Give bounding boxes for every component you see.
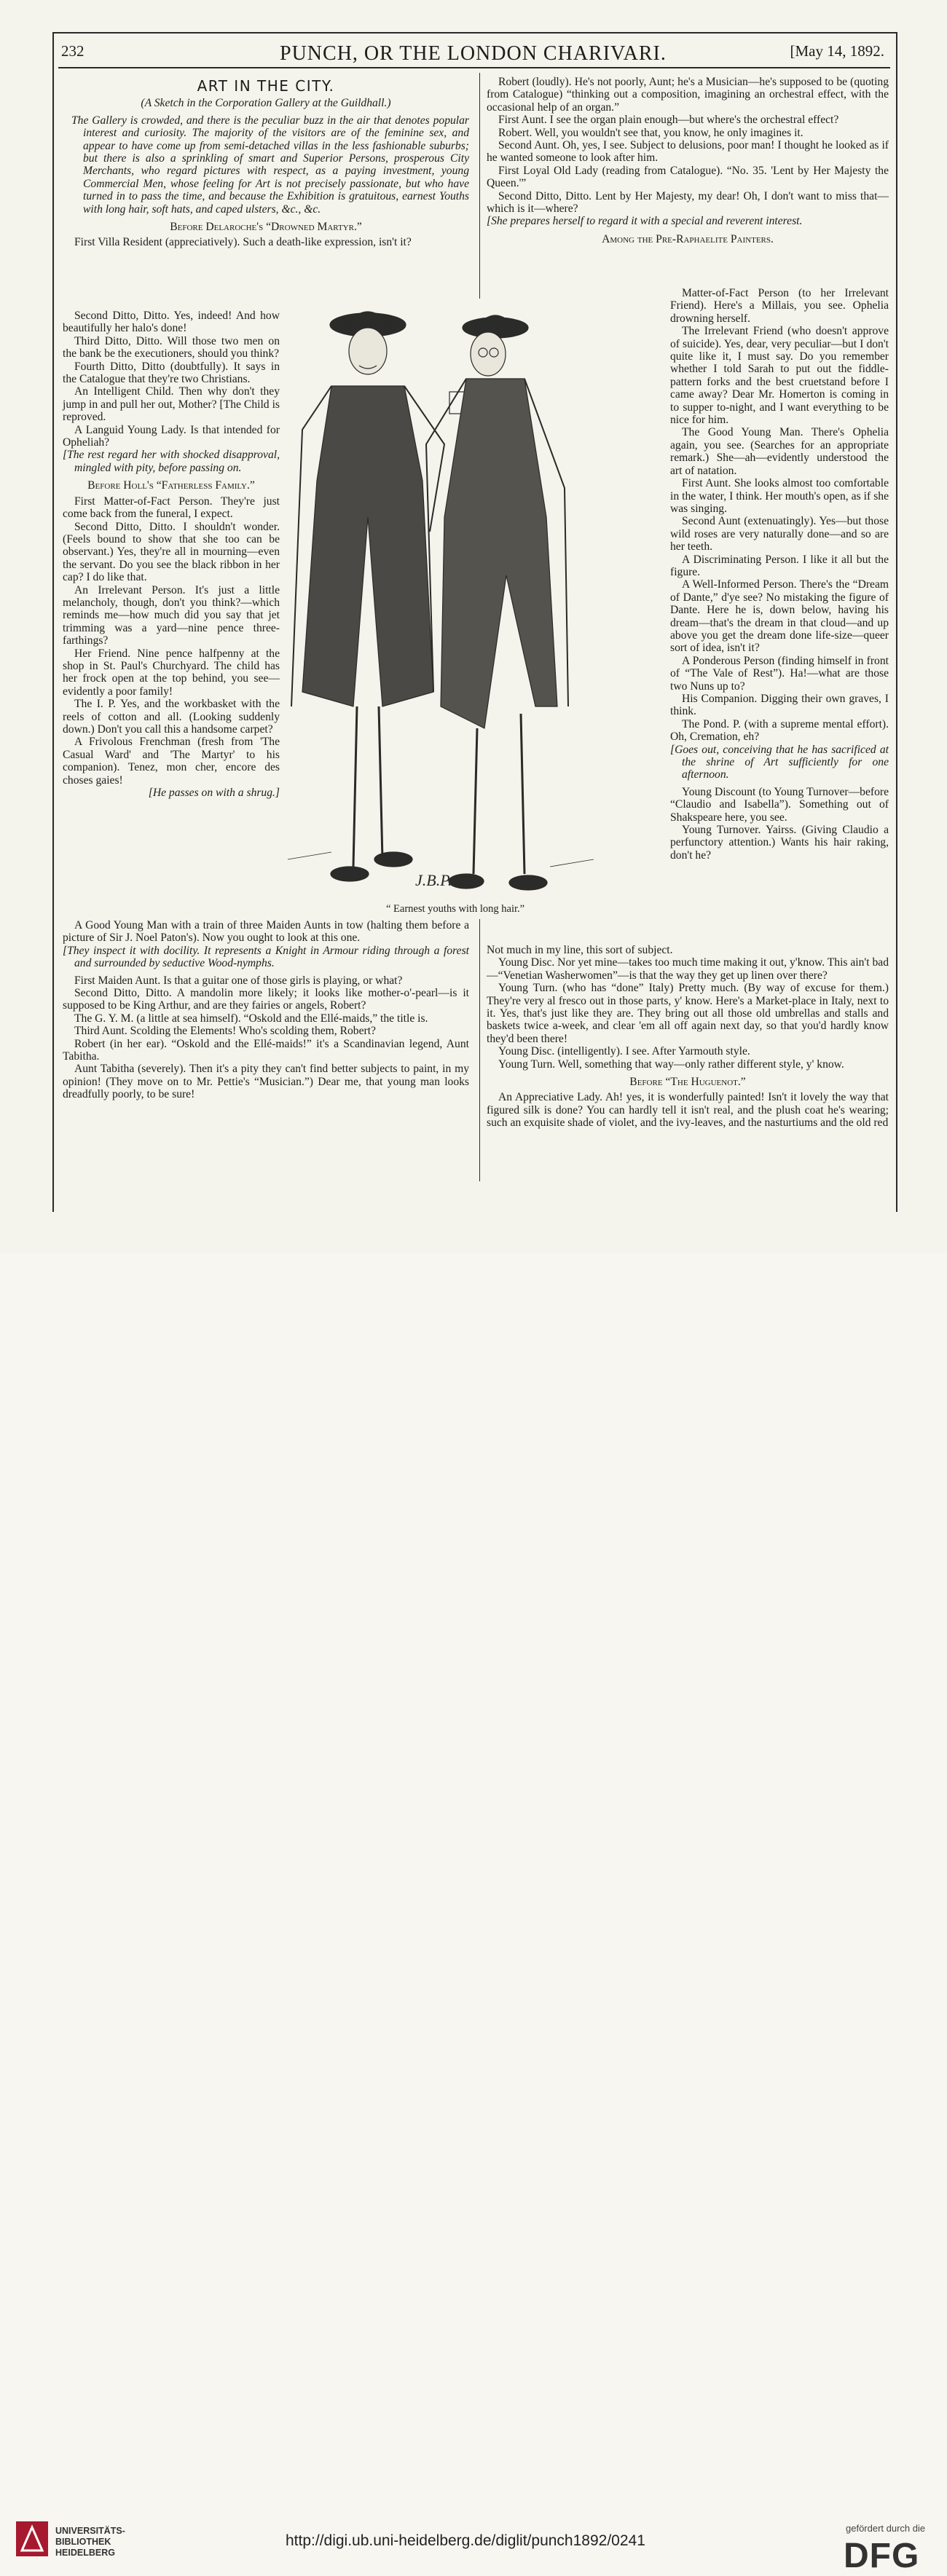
dialogue-line: A Languid Young Lady. Is that intended for Opheliah? [63,423,280,449]
page-header [61,39,884,68]
footer-bar [0,1253,947,2575]
column-rule-bottom [479,919,480,1181]
article-intro: The Gallery is crowded, and there is the peculiar buzz in the air that denotes popular interest and curiosity. The majority of the visitors are of the feminine sex, and appear to have come up from semi-detached villas in the less fashionable suburbs; but there is also a sprinkling of smart and Superior Persons, prosperous City Merchants, who regard pictures with respect, as a paying investment, young Commercial Men, whose feeling for Art is not precisely passionate, but who have turned in to pass the time, and because the Exhibition is gratuitous, earnest Youths with long hair, soft hats, and caped ulsters, &c., &c. [71,114,469,216]
engraving-two-men-illustration [288,299,594,903]
article-subtitle: (A Sketch in the Corporation Gallery at the Guildhall.) [141,97,391,110]
dialogue-line: A Discriminating Person. I like it all but the figure. [670,553,889,578]
outer-border-left [52,32,54,1212]
dialogue-line: The Irrelevant Friend (who doesn't approve of suicide). Yes, dear, very peculiar—but I don't quite like it, I must say. Do you remember whether I told Sarah to put out the fiddle-pattern forks and the best cruetstand before I came away? Dear Mr. Homerton is coming in to supper to-night, and I want everything to be nice for him. [670,325,889,427]
dialogue-line: Young Disc. Nor yet mine—takes too much time making it out, y'know. This ain't bad—“Venetian Washerwomen”—is that the way they get up linen over there? [487,956,889,982]
dialogue-line: Aunt Tabitha (severely). Then it's a pity they can't find better subjects to paint, in my opinion! (They move on to Mr. Pettie's “Musician.”) Dear me, that young man looks dreadfully poorly, to be sure! [63,1063,469,1101]
section-heading-pre-raphaelite: Among the Pre-Raphaelite Painters. [602,232,774,245]
shoe-left [331,867,369,881]
face-right [471,332,506,376]
issue-date: [May 14, 1892. [790,42,884,60]
left-bottom-column [63,919,469,1101]
dialogue-line: Second Ditto, Ditto. I shouldn't wonder. (Feels bound to show that she too can be observant.) Yes, they're all in mourning—even the servant. Do you see the black ribbon in her cap? I do like that. [63,520,280,584]
dialogue-line: First Matter-of-Fact Person. They're just come back from the funeral, I expect. [63,495,280,521]
dialogue-line: The G. Y. M. (a little at sea himself). “Oskold and the Ellé-maids,” the title is. [74,1012,428,1025]
page-scan [0,0,947,1253]
dialogue-line: Second Aunt. Oh, yes, I see. Subject to delusions, poor man! I thought he looked as if he wanted someone to look after him. [487,139,889,165]
dialogue-line: Fourth Ditto, Ditto (doubtfully). It says in the Catalogue that they're two Christians. [63,360,280,386]
stage-direction: [The rest regard her with shocked disapproval, mingled with pity, before passing on. [63,449,280,474]
dialogue-line: First Aunt. She looks almost too comfortable in the water, I think. Her mouth's open, as if she was singing. [670,477,889,515]
dialogue-line: Young Turn. Well, something that way—only rather different style, y' know. [498,1057,844,1071]
illustrator-signature: J.B.P. [415,871,452,889]
dialogue-line: Robert. Well, you wouldn't see that, you know, he only imagines it. [498,126,803,139]
dialogue-line: Matter-of-Fact Person (to her Irrelevant Friend). Here's a Millais, you see. Ophelia drowning herself. [670,287,889,325]
dialogue-line: A Frivolous Frenchman (fresh from 'The Casual Ward' and 'The Martyr' to his companion). Tenez, mon cher, encore des choses gaies! [63,736,280,787]
dialogue-line: The Good Young Man. There's Ophelia again, you see. (Searches for an appropriate remark.) She—ah—evidently understood the art of natation. [670,426,889,477]
article-intro-block [63,76,469,249]
heidelberg-library-logo-icon [16,2521,48,2556]
dialogue-line: An Irrelevant Person. It's just a little melancholy, though, don't you think?—which reminds me—how much did you say that jet trimming was a yard—nine pence three-farthings? [63,583,280,647]
dialogue-line: Young Discount (to Young Turnover—before “Claudio and Isabella”). Something out of Shakspeare here, you see. [670,785,889,824]
dialogue-line: Robert (loudly). He's not poorly, Aunt; he's a Musician—he's supposed to be (quoting from Catalogue) “thinking out a composition, imagining an orchestral effect, with the occasional help of an organ.” [487,76,889,114]
dialogue-line: Second Ditto, Ditto. Lent by Her Majesty, my dear! Oh, I don't want to miss that—which is it—where? [487,189,889,216]
library-name: UNIVERSITÄTS- BIBLIOTHEK HEIDELBERG [55,2526,125,2558]
dialogue-line: Third Aunt. Scolding the Elements! Who's scolding them, Robert? [74,1025,376,1038]
dialogue-line: Young Disc. (intelligently). I see. After Yarmouth style. [498,1045,750,1058]
left-narrow-column [63,310,280,799]
dialogue-line: An Intelligent Child. Then why don't they jump in and pull her out, Mother? [The Child is reproved. [63,385,280,424]
dialogue-line: Third Ditto, Ditto. Will those two men on the bank be the executioners, should you think? [63,334,280,361]
stage-direction: [Goes out, conceiving that he has sacrificed at the shrine of Art sufficiently for one afternoon. [670,743,889,781]
outer-border-right [896,32,897,1212]
right-narrow-column [670,287,889,862]
stage-direction: [They inspect it with docility. It represents a Knight in Armour riding through a forest and surrounded by seductive Wood-nymphs. [63,944,469,970]
dialogue-line: Her Friend. Nine pence halfpenny at the shop in St. Paul's Churchyard. The child has her frock open at the top behind, you see—evidently a poor family! [63,647,280,698]
dialogue-line: A Ponderous Person (finding himself in front of “The Vale of Rest”). Ha!—what are those two Nuns up to? [670,654,889,693]
dialogue-line: A Well-Informed Person. There's the “Dream of Dante,” d'ye see? No mistaking the figure of Dante. Here he is, down below, having his dream—that's the dream in that cloud—and up above you get the dream done life-size—queer sort of idea, isn't it? [670,578,889,655]
illustration-caption: “ Earnest youths with long hair.” [386,903,525,915]
dfg-logo: DFG [844,2537,920,2575]
page-number: 232 [61,42,85,60]
dialogue-line: Young Turn. (who has “done” Italy) Pretty much. (By way of excuse for them.) They're very al fresco out in those parts, y' know. Here's a Market-place in Italy, next to it. Yes, that's just like they are. They bring out all those old umbrellas and stalls and baskets twice a-week, and clear 'em all off again next day, so that you'd hardly know they'd been there! [487,982,889,1045]
source-url-link[interactable]: http://digi.ub.uni-heidelberg.de/diglit/punch1892/0241 [286,2532,645,2549]
article-title: ART IN THE CITY. [197,77,335,95]
dialogue-line: Young Turnover. Yairss. (Giving Claudio a perfunctory attention.) Wants his hair raking, don't he? [670,824,889,862]
dialogue-line: Second Ditto, Ditto. Yes, indeed! And how beautifully her halo's done! [63,310,280,335]
dialogue-line: Robert (in her ear). “Oskold and the Ellé-maids!” it's a Scandinavian legend, Aunt Tabitha. [63,1037,469,1063]
dialogue-line: His Companion. Digging their own graves, I think. [670,693,889,718]
column-rule-top [479,73,480,299]
stage-direction: [He passes on with a shrug.] [148,787,280,800]
dialogue-line: First Villa Resident (appreciatively). Such a death-like expression, isn't it? [74,236,412,249]
face-left [349,328,387,374]
dialogue-line: An Appreciative Lady. Ah! yes, it is wonderfully painted! Isn't it lovely the way that figured silk is done? You can hardly tell it isn't real, and the plush coat he's wearing; such an exquisite shade of violet, and the ivy-leaves, and the nasturtiums and the old red [487,1091,889,1130]
dialogue-line: Second Ditto, Ditto. A mandolin more likely; it looks like mother-o'-pearl—is it supposed to be King Arthur, and are they fairies or angels, Robert? [63,987,469,1012]
stage-direction: [She prepares herself to regard it with a special and reverent interest. [487,215,803,228]
dialogue-line: First Aunt. I see the organ plain enough—but where's the orchestral effect? [498,114,839,127]
dialogue-line: Not much in my line, this sort of subject. [487,944,673,956]
right-bottom-column [487,944,889,1130]
overcoat-left [302,386,433,706]
dialogue-line: First Maiden Aunt. Is that a guitar one of those girls is playing, or what? [74,974,403,987]
section-heading-holl: Before Holl's “Fatherless Family.” [87,479,255,492]
outer-border-top [52,32,897,34]
dialogue-line: First Loyal Old Lady (reading from Catalogue). “No. 35. 'Lent by Her Majesty the Queen.'” [487,164,889,190]
dialogue-line: The Pond. P. (with a supreme mental effort). Oh, Cremation, eh? [670,717,889,744]
masthead-title: PUNCH, OR THE LONDON CHARIVARI. [280,42,667,65]
section-heading-huguenot: Before “The Huguenot.” [629,1076,746,1089]
section-heading-delaroche: Before Delaroche's “Drowned Martyr.” [170,221,362,234]
funding-note: gefördert durch die [846,2523,926,2534]
overcoat-right [441,379,557,728]
dialogue-line: Second Aunt (extenuatingly). Yes—but those wild roses are very naturally done—and so are her teeth. [670,515,889,554]
dialogue-line: A Good Young Man with a train of three Maiden Aunts in tow (halting them before a picture of Sir J. Noel Paton's). Now you ought to look at this one. [63,919,469,945]
right-top-column [487,76,889,248]
dialogue-line: The I. P. Yes, and the workbasket with the reels of cotton and all. (Looking suddenly down.) Don't you call this a handsome carpet? [63,698,280,736]
